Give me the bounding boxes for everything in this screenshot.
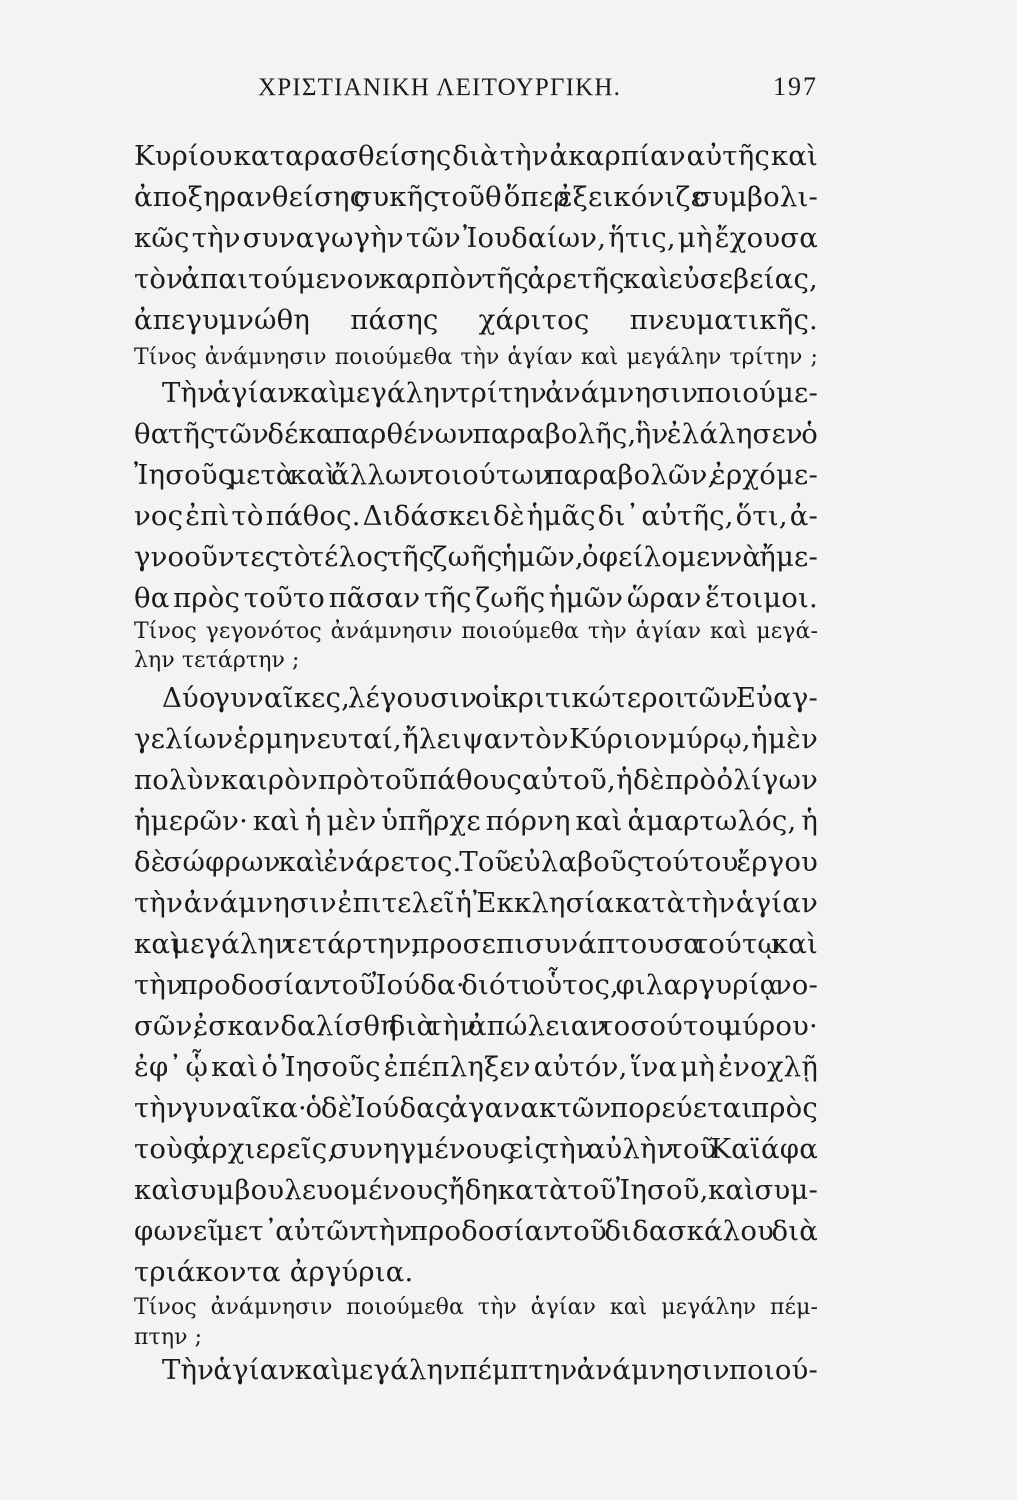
body-line: Κυρίου καταρασθείσης διὰ τὴν ἀκαρπίαν αὐτῆς καὶ — [134, 140, 818, 172]
body-line: Τὴν ἁγίαν καὶ μεγάλην πέμπτην ἀνάμνησιν ποιού- — [162, 1354, 818, 1386]
body-line: καὶ συμβουλευομένους ἤδη κατὰ τοῦ Ἰησοῦ, καὶ συμ- — [134, 1174, 818, 1206]
body-line: θα τῆς τῶν δέκα παρθένων παραβολῆς, ἣν ἐλάλησεν ὁ — [134, 418, 818, 450]
body-line: τὴν προδοσίαν τοῦ Ἰούδα· διότι οὗτος, φιλαργυρίᾳ νο- — [134, 969, 818, 1001]
question-line: πτην ; — [134, 1325, 203, 1350]
body-line: κῶς τὴν συναγωγὴν τῶν Ἰουδαίων, ἥτις, μὴ ἔχουσα — [134, 222, 818, 254]
body-line: τριάκοντα ἀργύρια. — [134, 1256, 414, 1288]
body-line: γελίων ἑρμηνευταί, ἤλειψαν τὸν Κύριον μύρῳ, ἡ μὲν — [134, 723, 818, 755]
body-line: ἐφ᾽ ᾧ καὶ ὁ Ἰησοῦς ἐπέπληξεν αὐτόν, ἵνα μὴ ἐνοχλῇ — [134, 1051, 818, 1083]
body-line: τὴν ἀνάμνησιν ἐπιτελεῖ ἡ Ἐκκλησία κατὰ τὴν ἁγίαν — [134, 887, 818, 919]
body-line: πολὺν καιρὸν πρὸ τοῦ πάθους αὐτοῦ, ἡ δὲ πρὸ ὀλίγων — [134, 764, 818, 796]
body-line: τὴν γυναῖκα· ὁ δὲ Ἰούδας ἀγανακτῶν πορεύεται πρὸς — [134, 1092, 818, 1124]
body-line: Δύο γυναῖκες, λέγουσιν οἱ κριτικώτεροι τῶν Εὐαγ- — [162, 682, 818, 714]
body-line: ἡμερῶν· καὶ ἡ μὲν ὑπῆρχε πόρνη καὶ ἁμαρτωλός, ἡ — [134, 805, 818, 837]
body-line: ἀποξηρανθείσης συκῆς· τοῦθ᾽ ὅπερ ἐξεικόνιζε συμβολι- — [134, 181, 818, 213]
body-line: σῶν, ἐσκανδαλίσθη διὰ τὴν ἀπώλειαν τοσούτου μύρου· — [134, 1010, 818, 1042]
body-line: τοὺς ἀρχιερεῖς, συνηγμένους εἰς τὴν αὐλὴν τοῦ Καϊάφα — [134, 1133, 818, 1165]
question-line: Τίνος γεγονότος ἀνάμνησιν ποιούμεθα τὴν ἁγίαν καὶ μεγά- — [134, 619, 818, 644]
body-line: τὸν ἀπαιτούμενον καρπὸν τῆς ἀρετῆς καὶ εὐσεβείας, — [134, 263, 818, 295]
question-line: Τίνος ἀνάμνησιν ποιούμεθα τὴν ἁγίαν καὶ μεγάλην πέμ- — [134, 1295, 818, 1320]
body-line: ἀπεγυμνώθη πάσης χάριτος πνευματικῆς. — [134, 304, 818, 336]
question-line: Τίνος ἀνάμνησιν ποιούμεθα τὴν ἁγίαν καὶ μεγάλην τρίτην ; — [134, 345, 818, 370]
body-line: θα πρὸς τοῦτο πᾶσαν τῆς ζωῆς ἡμῶν ὥραν ἕτοιμοι. — [134, 582, 818, 614]
running-head — [130, 74, 820, 110]
body-line: Ἰησοῦς μετὰ καὶ ἄλλων τοιούτων παραβολῶν, ἐρχόμε- — [134, 459, 818, 491]
running-title: ΧΡΙΣΤΙΑΝΙΚΗ ΛΕΙΤΟΥΡΓΙΚΗ. — [258, 74, 622, 101]
page-number: 197 — [773, 72, 818, 101]
body-line: Τὴν ἁγίαν καὶ μεγάλην τρίτην ἀνάμνησιν ποιούμε- — [162, 377, 818, 409]
body-line: φωνεῖ μετ᾽ αὐτῶν τὴν προδοσίαν τοῦ διδασκάλου διὰ — [134, 1215, 818, 1247]
body-line: γνοοῦντες τὸ τέλος τῆς ζωῆς ἡμῶν, ὀφείλομεν νὰ ἤμε- — [134, 541, 818, 573]
body-line: νος ἐπὶ τὸ πάθος. Διδάσκει δὲ ἡμᾶς δι᾽ αὐτῆς, ὅτι, ἀ- — [134, 500, 818, 532]
question-line: λην τετάρτην ; — [134, 648, 300, 673]
body-line: καὶ μεγάλην τετάρτην, προσεπισυνάπτουσα τούτῳ καὶ — [134, 928, 818, 960]
body-line: δὲ σώφρων καὶ ἐνάρετος. Τοῦ εὐλαβοῦς τούτου ἔργου — [134, 846, 818, 878]
